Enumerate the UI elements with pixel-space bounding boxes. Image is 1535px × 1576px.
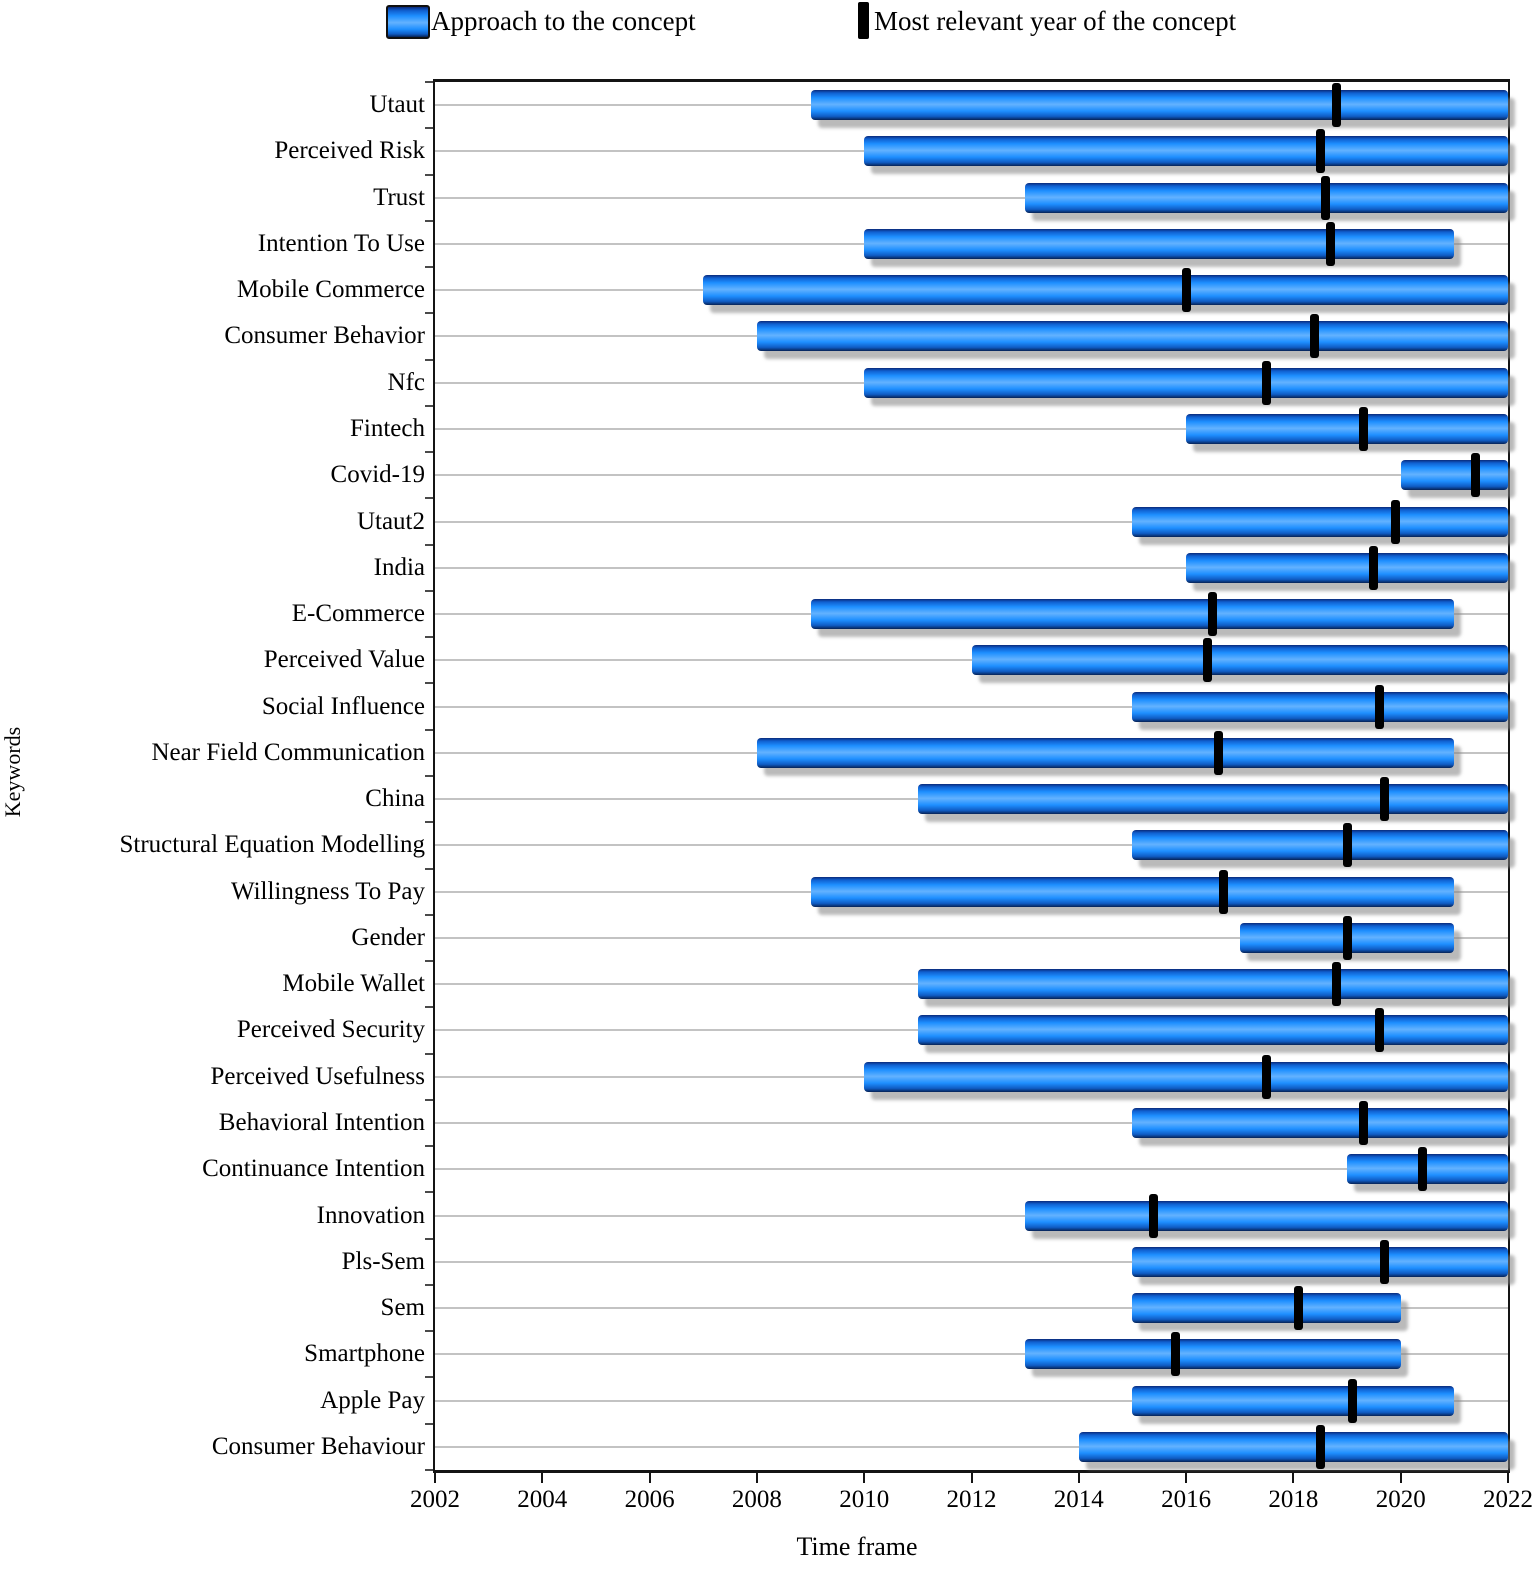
x-axis-tick-label: 2022 bbox=[1483, 1486, 1533, 1513]
y-axis-tick bbox=[425, 960, 433, 962]
x-axis-tick-label: 2020 bbox=[1375, 1486, 1426, 1513]
approach-range-bar bbox=[1025, 1339, 1401, 1369]
y-axis-tick bbox=[425, 590, 433, 592]
category-label: Smartphone bbox=[304, 1340, 425, 1368]
approach-range-bar bbox=[1132, 1293, 1400, 1323]
x-axis-tick bbox=[1400, 1473, 1402, 1483]
most-relevant-year-tick bbox=[1380, 1240, 1389, 1284]
y-axis-tick bbox=[425, 127, 433, 129]
approach-range-bar bbox=[1401, 460, 1508, 490]
y-axis-tick bbox=[425, 868, 433, 870]
most-relevant-year-tick bbox=[1471, 453, 1480, 497]
approach-range-bar bbox=[811, 90, 1508, 120]
row-gridline bbox=[435, 474, 1508, 476]
y-axis-tick bbox=[425, 1469, 433, 1471]
category-label: Sem bbox=[380, 1294, 425, 1322]
approach-range-bar bbox=[1132, 692, 1508, 722]
most-relevant-year-tick bbox=[1375, 685, 1384, 729]
y-axis-tick bbox=[425, 914, 433, 916]
legend-relevant-year-tick-swatch bbox=[858, 2, 869, 39]
approach-range-bar bbox=[918, 784, 1508, 814]
approach-range-bar bbox=[864, 136, 1508, 166]
category-label: Intention To Use bbox=[257, 229, 425, 257]
category-label: Perceived Usefulness bbox=[210, 1062, 425, 1090]
most-relevant-year-tick bbox=[1316, 129, 1325, 173]
most-relevant-year-tick bbox=[1326, 222, 1335, 266]
approach-range-bar bbox=[1025, 183, 1508, 213]
most-relevant-year-tick bbox=[1418, 1147, 1427, 1191]
y-axis-title: Keywords bbox=[0, 726, 25, 818]
approach-range-bar bbox=[864, 368, 1508, 398]
category-label: Fintech bbox=[350, 415, 425, 442]
y-axis-tick bbox=[425, 1099, 433, 1101]
category-label: Mobile Commerce bbox=[236, 276, 425, 304]
category-label: Social Influence bbox=[261, 692, 425, 720]
x-axis-tick-label: 2008 bbox=[731, 1486, 782, 1513]
most-relevant-year-tick bbox=[1214, 731, 1223, 775]
most-relevant-year-tick bbox=[1203, 638, 1212, 682]
x-axis-tick bbox=[1078, 1473, 1080, 1483]
approach-range-bar bbox=[703, 275, 1508, 305]
x-axis-tick bbox=[1292, 1473, 1294, 1483]
y-axis-tick bbox=[425, 174, 433, 176]
x-axis-tick-label: 2002 bbox=[410, 1486, 460, 1513]
x-axis-tick bbox=[649, 1473, 651, 1483]
y-axis-tick bbox=[425, 451, 433, 453]
category-label: Consumer Behaviour bbox=[211, 1432, 425, 1460]
most-relevant-year-tick bbox=[1219, 870, 1228, 914]
category-label: Willingness To Pay bbox=[230, 877, 425, 905]
most-relevant-year-tick bbox=[1294, 1286, 1303, 1330]
category-label: Nfc bbox=[387, 368, 425, 396]
y-axis-tick bbox=[425, 775, 433, 777]
y-axis-tick bbox=[425, 1191, 433, 1193]
y-axis-tick bbox=[425, 682, 433, 684]
y-axis-tick bbox=[425, 81, 433, 83]
approach-range-bar bbox=[1132, 830, 1508, 860]
approach-range-bar bbox=[864, 1062, 1508, 1092]
approach-range-bar bbox=[811, 599, 1455, 629]
most-relevant-year-tick bbox=[1321, 176, 1330, 220]
category-label: Continuance Intention bbox=[202, 1155, 425, 1183]
y-axis-tick bbox=[425, 544, 433, 546]
approach-range-bar bbox=[972, 645, 1509, 675]
x-axis-tick-label: 2004 bbox=[517, 1486, 568, 1513]
category-label: Apple Pay bbox=[320, 1386, 425, 1414]
x-axis-tick bbox=[1507, 1473, 1509, 1483]
y-axis-tick bbox=[425, 497, 433, 499]
most-relevant-year-tick bbox=[1332, 83, 1341, 127]
approach-range-bar bbox=[1132, 1386, 1454, 1416]
x-axis-tick bbox=[863, 1473, 865, 1483]
plot-area bbox=[433, 79, 1510, 1473]
category-label: Structural Equation Modelling bbox=[119, 831, 425, 859]
category-label: Covid-19 bbox=[330, 461, 425, 489]
x-axis-tick bbox=[971, 1473, 973, 1483]
x-axis-tick bbox=[1185, 1473, 1187, 1483]
x-axis-tick-label: 2016 bbox=[1161, 1486, 1212, 1513]
y-axis-tick bbox=[425, 729, 433, 731]
approach-range-bar bbox=[1132, 1108, 1508, 1138]
most-relevant-year-tick bbox=[1262, 361, 1271, 405]
x-axis-tick-label: 2014 bbox=[1053, 1486, 1104, 1513]
most-relevant-year-tick bbox=[1332, 962, 1341, 1006]
approach-range-bar bbox=[1025, 1201, 1508, 1231]
approach-range-bar bbox=[1079, 1432, 1508, 1462]
most-relevant-year-tick bbox=[1182, 268, 1191, 312]
x-axis-title: Time frame bbox=[796, 1532, 918, 1561]
y-axis-tick bbox=[425, 312, 433, 314]
legend-approach-swatch bbox=[386, 5, 430, 39]
most-relevant-year-tick bbox=[1375, 1008, 1384, 1052]
approach-range-bar bbox=[757, 738, 1454, 768]
y-axis-tick bbox=[425, 1330, 433, 1332]
approach-range-bar bbox=[918, 969, 1508, 999]
y-axis-tick bbox=[425, 266, 433, 268]
approach-range-bar bbox=[811, 877, 1455, 907]
y-axis-tick bbox=[425, 405, 433, 407]
x-axis-tick-label: 2018 bbox=[1268, 1486, 1319, 1513]
category-label: Perceived Value bbox=[263, 646, 425, 674]
y-axis-tick bbox=[425, 1284, 433, 1286]
most-relevant-year-tick bbox=[1149, 1194, 1158, 1238]
most-relevant-year-tick bbox=[1262, 1055, 1271, 1099]
most-relevant-year-tick bbox=[1359, 407, 1368, 451]
approach-range-bar bbox=[757, 321, 1508, 351]
category-label: Utaut2 bbox=[356, 507, 425, 535]
most-relevant-year-tick bbox=[1310, 314, 1319, 358]
most-relevant-year-tick bbox=[1171, 1332, 1180, 1376]
y-axis-tick bbox=[425, 821, 433, 823]
x-axis-tick-label: 2010 bbox=[839, 1486, 890, 1513]
y-axis-tick bbox=[425, 1145, 433, 1147]
category-label: Behavioral Intention bbox=[218, 1109, 425, 1136]
y-axis-tick bbox=[425, 1376, 433, 1378]
most-relevant-year-tick bbox=[1343, 916, 1352, 960]
category-label: India bbox=[373, 553, 425, 581]
category-label: Perceived Risk bbox=[274, 137, 425, 165]
most-relevant-year-tick bbox=[1369, 546, 1378, 590]
category-label: Consumer Behavior bbox=[224, 322, 425, 350]
y-axis-tick bbox=[425, 1238, 433, 1240]
category-label: Pls-Sem bbox=[341, 1247, 425, 1275]
category-label: Utaut bbox=[369, 91, 425, 119]
category-label: Perceived Security bbox=[236, 1016, 425, 1044]
category-label: Near Field Communication bbox=[151, 738, 425, 766]
most-relevant-year-tick bbox=[1343, 823, 1352, 867]
y-axis-tick bbox=[425, 1423, 433, 1425]
x-axis-tick bbox=[434, 1473, 436, 1483]
y-axis-tick bbox=[425, 1006, 433, 1008]
most-relevant-year-tick bbox=[1380, 777, 1389, 821]
category-label: Gender bbox=[351, 923, 425, 951]
category-label: Trust bbox=[373, 183, 425, 211]
most-relevant-year-tick bbox=[1316, 1425, 1325, 1469]
approach-range-bar bbox=[1186, 414, 1508, 444]
category-label: Mobile Wallet bbox=[282, 970, 425, 998]
most-relevant-year-tick bbox=[1208, 592, 1217, 636]
category-label: E-Commerce bbox=[291, 600, 425, 628]
approach-range-bar bbox=[1132, 507, 1508, 537]
approach-range-bar bbox=[918, 1015, 1508, 1045]
x-axis-tick bbox=[541, 1473, 543, 1483]
most-relevant-year-tick bbox=[1348, 1379, 1357, 1423]
most-relevant-year-tick bbox=[1359, 1101, 1368, 1145]
x-axis-tick-label: 2006 bbox=[624, 1486, 675, 1513]
approach-range-bar bbox=[864, 229, 1454, 259]
x-axis-tick bbox=[756, 1473, 758, 1483]
approach-range-bar bbox=[1347, 1154, 1508, 1184]
approach-range-bar bbox=[1186, 553, 1508, 583]
most-relevant-year-tick bbox=[1391, 500, 1400, 544]
x-axis-tick-label: 2012 bbox=[946, 1486, 997, 1513]
y-axis-tick bbox=[425, 220, 433, 222]
approach-range-bar bbox=[1132, 1247, 1508, 1277]
legend-approach-label: Approach to the concept bbox=[431, 6, 696, 36]
y-axis-tick bbox=[425, 636, 433, 638]
category-label: China bbox=[365, 785, 425, 813]
y-axis-tick bbox=[425, 1053, 433, 1055]
y-axis-tick bbox=[425, 359, 433, 361]
category-label: Innovation bbox=[316, 1201, 425, 1229]
legend-relevant-year-label: Most relevant year of the concept bbox=[874, 6, 1237, 36]
